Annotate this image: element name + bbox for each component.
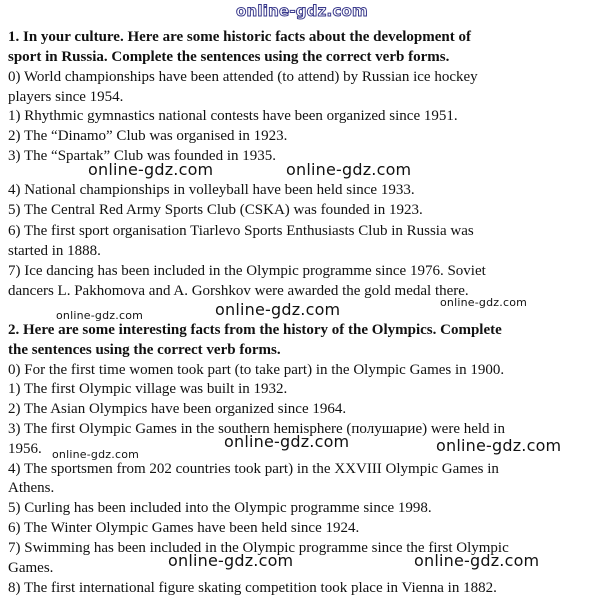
exercise-2-line: 0) For the first time women took part (to take part) in the Olympic Games in 1900. xyxy=(8,362,505,378)
exercise-2-line: 7) Swimming has been included in the Olympic programme since the first Olympic xyxy=(8,540,509,556)
exercise-1-heading-line-2: sport in Russia. Complete the sentences using the correct verb forms. xyxy=(8,49,450,65)
exercise-2-heading-line-2: the sentences using the correct verb forms. xyxy=(8,342,281,358)
exercise-2-line: 4) The sportsmen from 202 countries took part) in the XXVIII Olympic Games in xyxy=(8,461,499,477)
exercise-1-line: 5) The Central Red Army Sports Club (CSKA) was founded in 1923. xyxy=(8,202,423,218)
exercise-2-line: 1956. xyxy=(8,441,42,457)
watermark: online-gdz.com xyxy=(436,436,562,455)
exercise-2-line: 8) The first international figure skating competition took place in Vienna in 1882. xyxy=(8,580,497,596)
exercise-2-line: 5) Curling has been included into the Olympic programme since 1998. xyxy=(8,500,432,516)
exercise-1-line: 3) The “Spartak” Club was founded in 1935. xyxy=(8,148,277,164)
exercise-1-line: players since 1954. xyxy=(8,89,124,105)
watermark: online-gdz.com xyxy=(168,551,294,570)
watermark: online-gdz.com xyxy=(440,296,528,309)
exercise-2-line: Athens. xyxy=(8,480,55,496)
exercise-2-line: 3) The first Olympic Games in the southern hemisphere (полушарие) were held in xyxy=(8,421,505,437)
watermark: online-gdz.com xyxy=(414,551,540,570)
exercise-2-line: Games. xyxy=(8,560,54,576)
exercise-2-line: 2) The Asian Olympics have been organized since 1964. xyxy=(8,401,347,417)
watermark: online-gdz.com xyxy=(215,300,341,319)
exercise-1-line: started in 1888. xyxy=(8,243,101,259)
watermark: online-gdz.com xyxy=(56,309,144,322)
exercise-1-line: 2) The “Dinamo” Club was organised in 1923. xyxy=(8,128,288,144)
exercise-1-line: 4) National championships in volleyball have been held since 1933. xyxy=(8,182,415,198)
exercise-1-heading-line-1: 1. In your culture. Here are some historic facts about the development of xyxy=(8,29,472,45)
exercise-1-line: 7) Ice dancing has been included in the Olympic programme since 1976. Soviet xyxy=(8,263,486,279)
watermark: online-gdz.com xyxy=(286,160,412,179)
watermark-top: online-gdz.com xyxy=(236,2,368,20)
exercise-2-line: 1) The first Olympic village was built in 1932. xyxy=(8,381,288,397)
exercise-1-line: 0) World championships have been attended (to attend) by Russian ice hockey xyxy=(8,69,478,85)
exercise-2-line: 6) The Winter Olympic Games have been held since 1924. xyxy=(8,520,360,536)
watermark: online-gdz.com xyxy=(52,448,140,461)
watermark: online-gdz.com xyxy=(88,160,214,179)
exercise-1-line: dancers L. Pakhomova and A. Gorshkov were awarded the gold medal there. xyxy=(8,283,469,299)
exercise-1-line: 6) The first sport organisation Tiarlevo Sports Enthusiasts Club in Russia was xyxy=(8,223,474,239)
watermark: online-gdz.com xyxy=(224,432,350,451)
exercise-1-line: 1) Rhythmic gymnastics national contests have been organized since 1951. xyxy=(8,108,458,124)
exercise-2-heading-line-1: 2. Here are some interesting facts from the history of the Olympics. Complete xyxy=(8,322,502,338)
